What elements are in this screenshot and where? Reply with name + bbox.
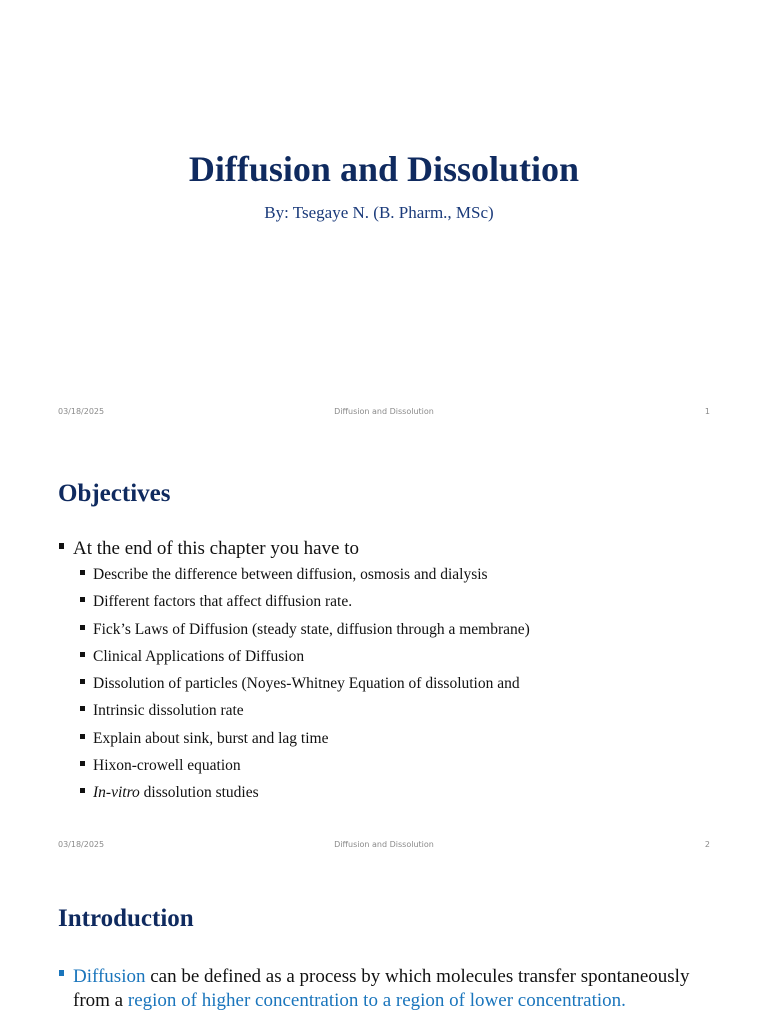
list-item [58,647,718,667]
bullet-list [58,537,718,811]
highlighted-term: Diffusion [73,966,146,987]
list-item [58,620,718,640]
list-item [58,537,718,561]
bullet-text: Intrinsic dissolution rate [93,702,244,720]
sub-list-container [58,565,718,803]
footer-title: Diffusion and Dissolution [334,840,434,849]
square-bullet-icon [59,543,64,549]
square-bullet-icon [80,734,85,739]
presentation-subtitle: By: Tsegaye N. (B. Pharm., MSc) [264,203,494,222]
slide-footer [58,840,710,852]
bullet-list [58,965,718,1012]
presentation-title: Diffusion and Dissolution [188,149,580,189]
square-bullet-icon [80,597,85,602]
list-item [58,701,718,721]
highlighted-phrase: region of higher concentration to a region of lower concentration. [127,989,626,1011]
square-bullet-icon [59,970,64,976]
objectives-slide [0,433,768,866]
square-bullet-icon [80,679,85,684]
bullet-text: Describe the difference between diffusion, osmosis and dialysis [93,566,488,583]
bullet-text: At the end of this chapter you have to [73,538,359,559]
bullet-text: Dissolution of particles (Noyes-Whitney Equation of dissolution and [93,675,520,693]
list-item [58,674,718,694]
sub-bullet-list [58,565,718,803]
bullet-text: can be defined as a process by which molecules transfer spontaneously from a [73,966,690,1011]
bullet-text: Different factors that affect diffusion rate. [93,593,353,611]
list-item [58,592,718,612]
title-slide [0,0,768,433]
introduction-slide [0,866,768,1024]
bullet-text: dissolution studies [139,784,259,802]
footer-page-number: 2 [704,840,710,849]
square-bullet-icon [80,761,85,766]
list-item [58,783,718,803]
bullet-text: Explain about sink, burst and lag time [93,729,329,747]
square-bullet-icon [80,788,85,793]
square-bullet-icon [80,706,85,711]
bullet-text: Hixon-crowell equation [93,757,241,775]
slide-footer [58,407,710,419]
slide-heading: Introduction [58,905,194,932]
slide-heading: Objectives [58,480,171,507]
list-item [58,965,718,1012]
footer-date: 03/18/2025 [58,840,105,849]
italic-term: In-vitro [93,784,140,802]
footer-title: Diffusion and Dissolution [334,407,434,416]
list-item [58,729,718,749]
list-item [58,756,718,776]
square-bullet-icon [80,652,85,657]
footer-date: 03/18/2025 [58,407,105,416]
footer-page-number: 1 [704,407,710,416]
square-bullet-icon [80,625,85,630]
square-bullet-icon [80,570,85,575]
bullet-text: Clinical Applications of Diffusion [93,647,305,665]
list-item [58,565,718,585]
bullet-text: Fick’s Laws of Diffusion (steady state, diffusion through a membrane) [93,620,530,638]
